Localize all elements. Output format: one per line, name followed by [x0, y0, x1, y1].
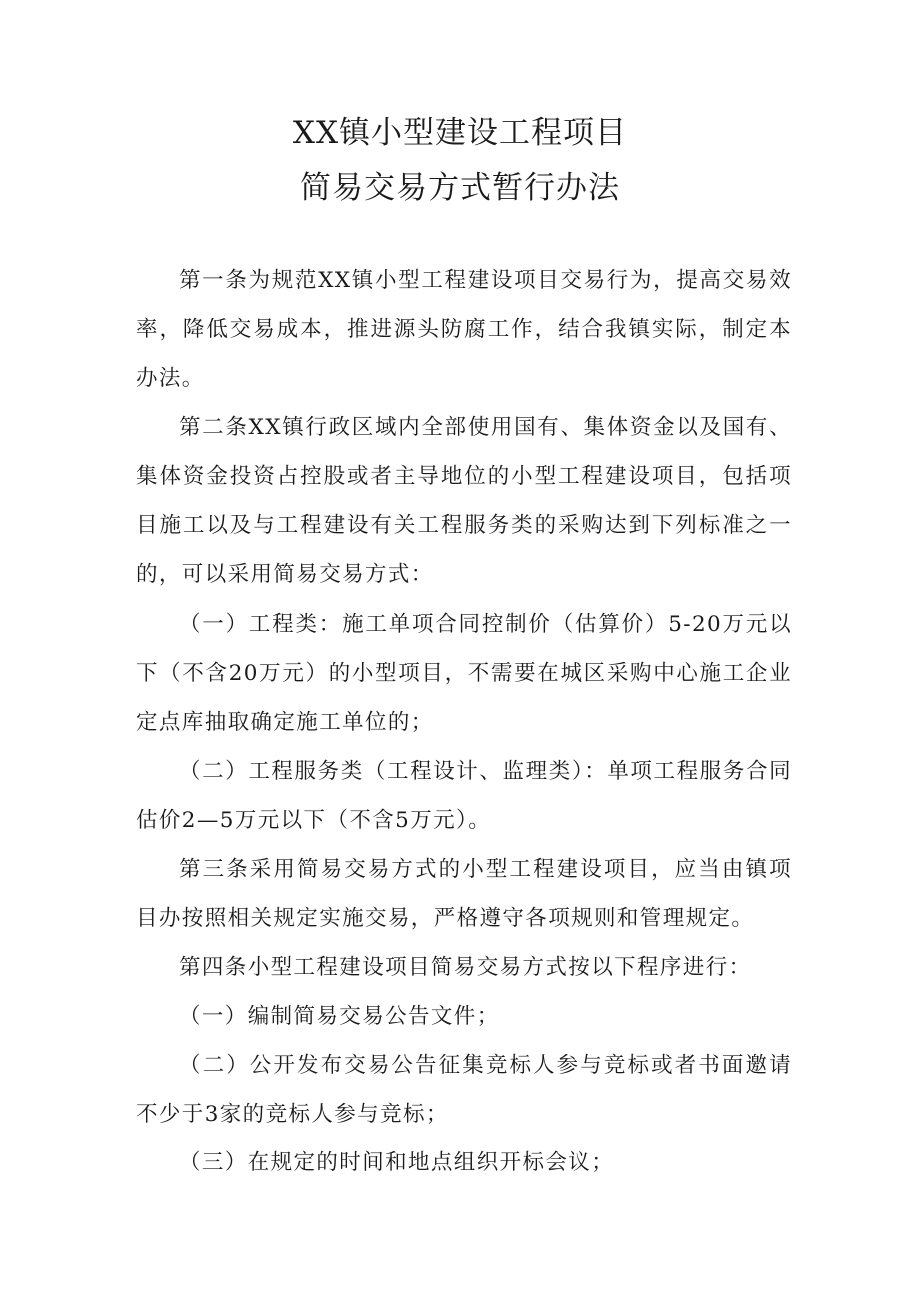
paragraph-article-4: 第四条小型工程建设项目简易交易方式按以下程序进行： — [179, 955, 752, 980]
document-title-line1: XX镇小型建设工程项目 — [292, 115, 628, 151]
document-title-line2: 简易交易方式暂行办法 — [300, 170, 620, 206]
paragraph-article-2: 第二条XX镇行政区域内全部使用国有、集体资金以及国有、集体资金投资占控股或者主导地位的小型工程建设项目，包括项目施工以及与工程建设有关工程服务类的采购达到下列标准之一的，可以采用简易交易方式： — [136, 415, 792, 587]
paragraph-step-3: （三）在规定的时间和地点组织开标会议； — [179, 1150, 615, 1175]
paragraph-step-2: （二）公开发布交易公告征集竞标人参与竞标或者书面邀请不少于3家的竞标人参与竞标； — [136, 1053, 792, 1127]
paragraph-item-services: （二）工程服务类（工程设计、监理类）：单项工程服务合同估价2—5万元以下（不含5万元）。 — [136, 759, 792, 833]
paragraph-step-1: （一）编制简易交易公告文件； — [179, 1004, 500, 1029]
paragraph-article-1: 第一条为规范XX镇小型工程建设项目交易行为，提高交易效率，降低交易成本，推进源头防腐工作，结合我镇实际，制定本办法。 — [136, 268, 792, 391]
paragraph-item-engineering: （一）工程类：施工单项合同控制价（估算价）5-20万元以下（不含20万元）的小型项目，不需要在城区采购中心施工企业定点库抽取确定施工单位的； — [136, 612, 792, 735]
paragraph-article-3: 第三条采用简易交易方式的小型工程建设项目，应当由镇项目办按照相关规定实施交易，严格遵守各项规则和管理规定。 — [136, 857, 792, 931]
